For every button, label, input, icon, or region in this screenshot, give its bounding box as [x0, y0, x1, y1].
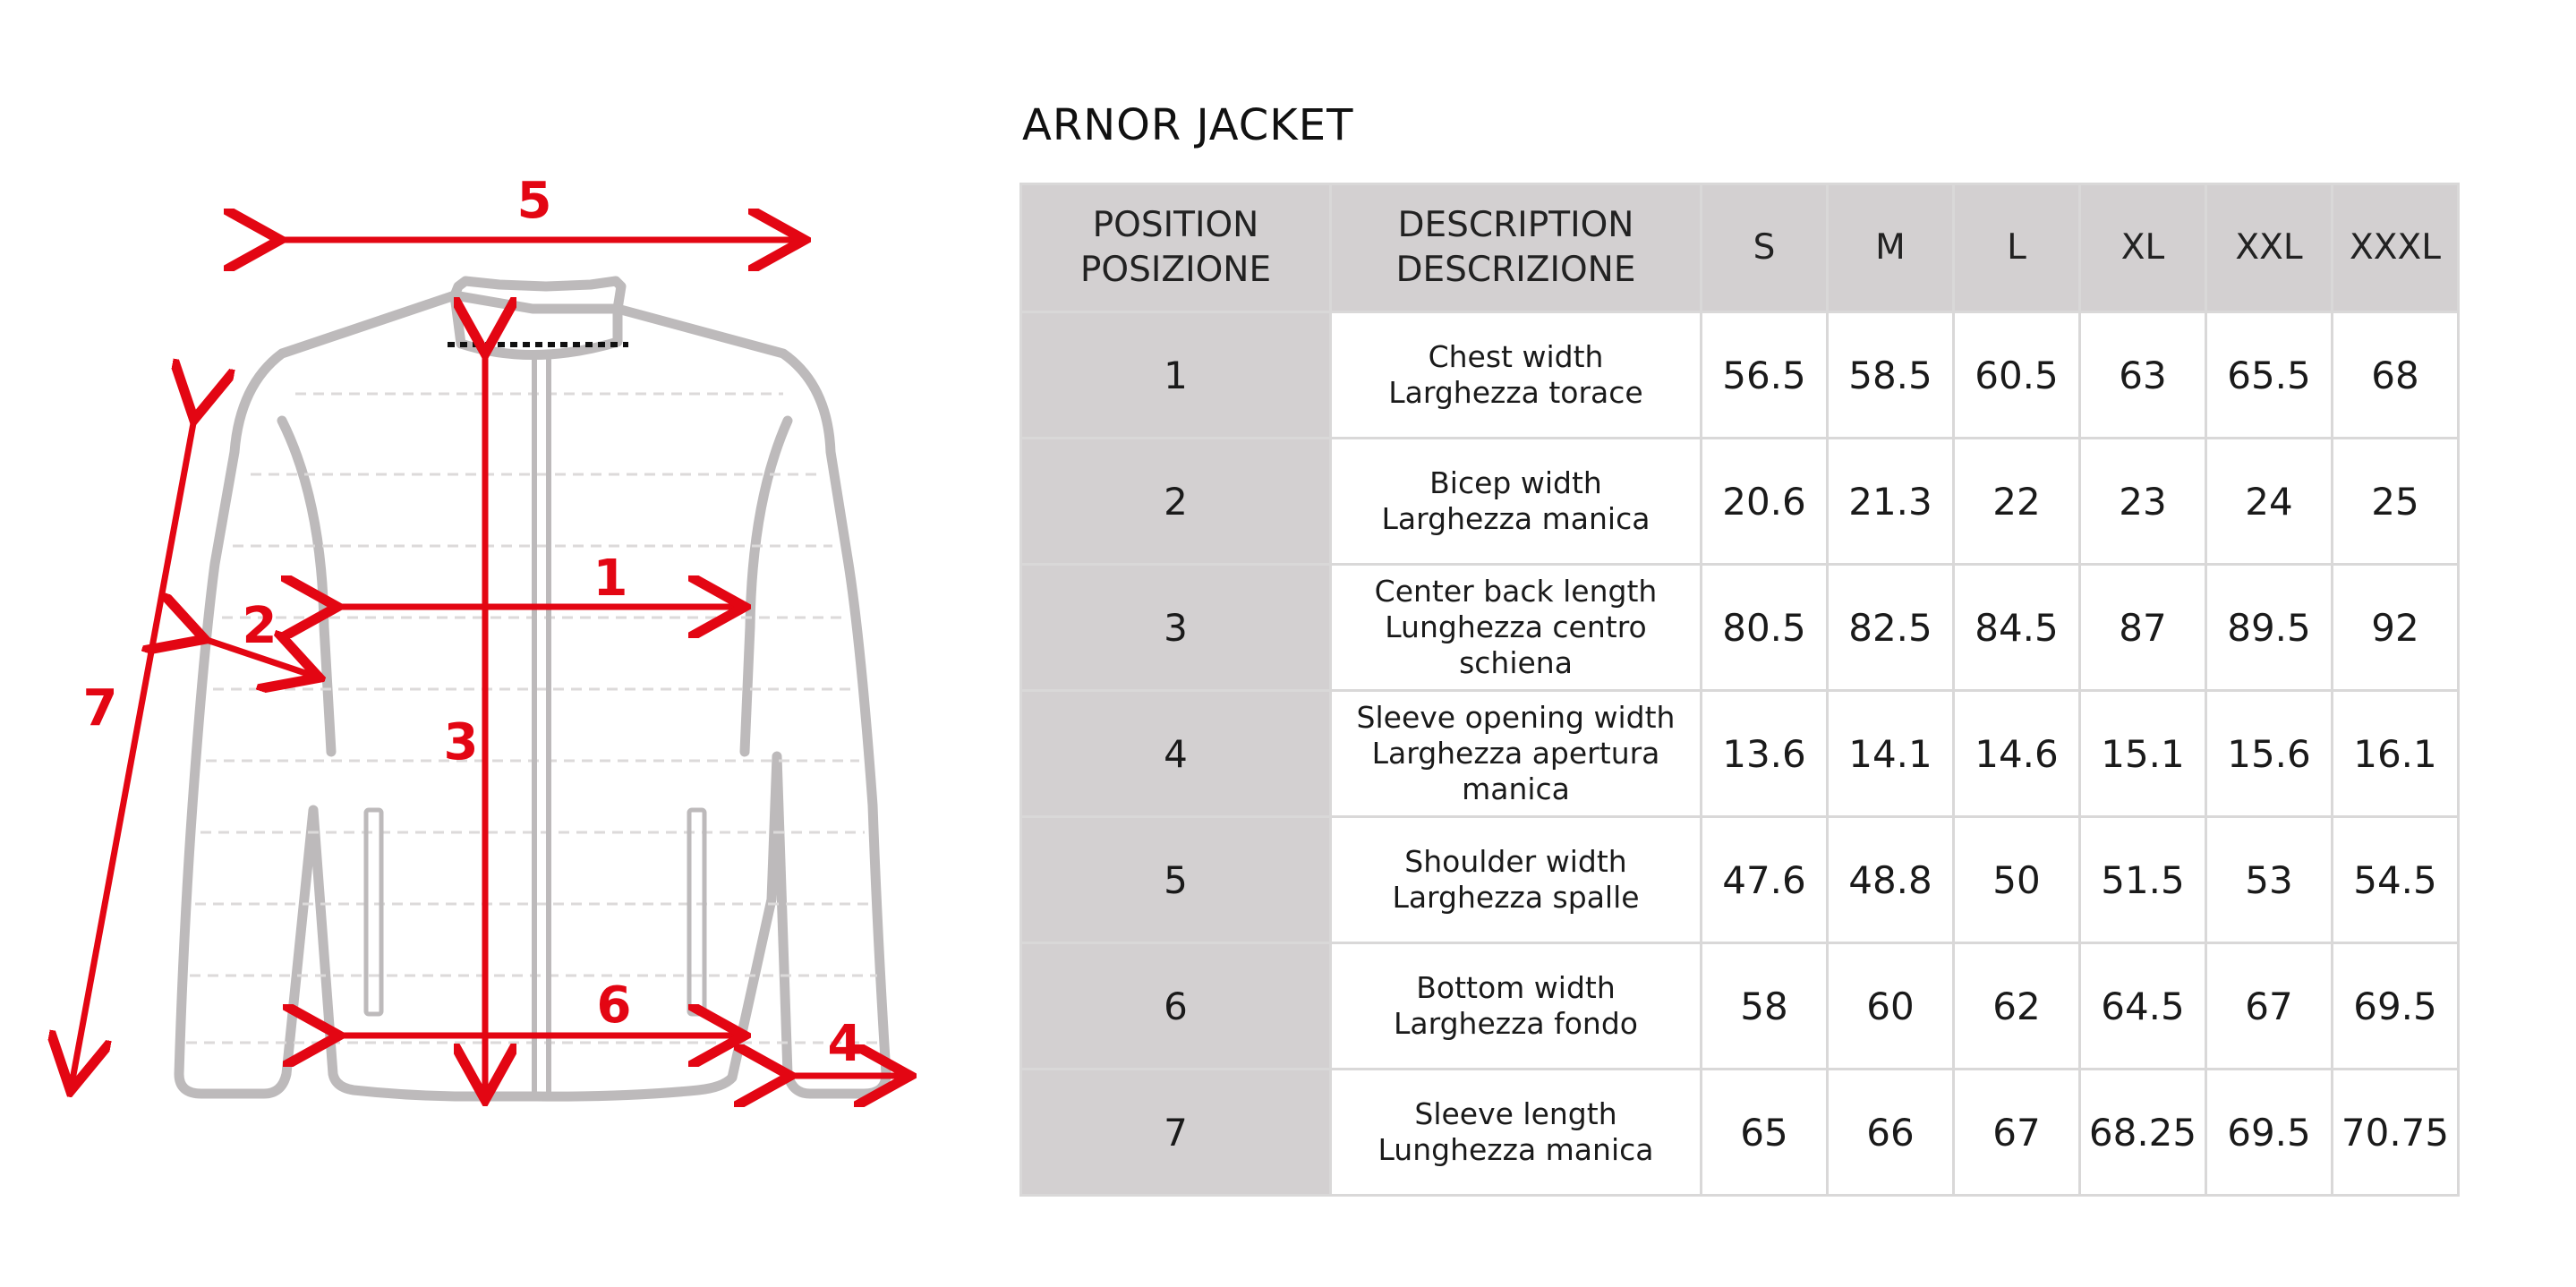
position-cell: 1	[1021, 312, 1331, 439]
label-1: 1	[593, 550, 628, 608]
size-value-cell: 56.5	[1702, 312, 1828, 439]
size-value-cell: 15.6	[2206, 691, 2333, 817]
table-row	[1021, 817, 2459, 943]
description-cell	[1331, 565, 1702, 691]
size-value-cell: 14.6	[1954, 691, 2080, 817]
header-size-s: S	[1702, 184, 1828, 312]
description-line: Larghezza fondo	[1394, 1006, 1638, 1041]
description-line: Sleeve opening width	[1356, 700, 1676, 735]
position-cell: 4	[1021, 691, 1331, 817]
size-value-cell: 25	[2333, 439, 2459, 565]
header-size-xxxl: XXXL	[2333, 184, 2459, 312]
header-size-xl: XL	[2080, 184, 2206, 312]
description-line: Bottom width	[1416, 970, 1616, 1005]
description-cell	[1331, 943, 1702, 1070]
size-value-cell: 47.6	[1702, 817, 1828, 943]
size-value-cell: 92	[2333, 565, 2459, 691]
arrow-7-sleeve-length	[72, 413, 195, 1085]
left-pocket	[366, 810, 381, 1014]
description-line: Center back length	[1374, 574, 1658, 609]
size-value-cell: 65	[1702, 1070, 1828, 1196]
size-value-cell: 69.5	[2333, 943, 2459, 1070]
size-value-cell: 82.5	[1828, 565, 1954, 691]
size-value-cell: 70.75	[2333, 1070, 2459, 1196]
size-value-cell: 66	[1828, 1070, 1954, 1196]
description-line: Larghezza torace	[1388, 375, 1643, 410]
label-6: 6	[596, 976, 632, 1035]
position-cell: 6	[1021, 943, 1331, 1070]
description-line: Lunghezza centro	[1385, 609, 1647, 644]
size-value-cell: 87	[2080, 565, 2206, 691]
size-value-cell: 24	[2206, 439, 2333, 565]
label-4: 4	[827, 1015, 863, 1073]
label-2: 2	[242, 597, 277, 655]
table-row	[1021, 312, 2459, 439]
size-value-cell: 51.5	[2080, 817, 2206, 943]
size-value-cell: 69.5	[2206, 1070, 2333, 1196]
position-cell: 2	[1021, 439, 1331, 565]
header-size-xxl: XXL	[2206, 184, 2333, 312]
zipper	[534, 354, 549, 1094]
description-line: Lunghezza manica	[1378, 1132, 1654, 1167]
header-size-l: L	[1954, 184, 2080, 312]
description-line: Larghezza apertura	[1371, 736, 1660, 771]
size-value-cell: 54.5	[2333, 817, 2459, 943]
size-value-cell: 67	[2206, 943, 2333, 1070]
size-value-cell: 23	[2080, 439, 2206, 565]
label-3: 3	[443, 713, 479, 771]
position-cell: 7	[1021, 1070, 1331, 1196]
size-value-cell: 48.8	[1828, 817, 1954, 943]
table-row	[1021, 439, 2459, 565]
description-cell	[1331, 439, 1702, 565]
size-value-cell: 15.1	[2080, 691, 2206, 817]
size-value-cell: 13.6	[1702, 691, 1828, 817]
size-value-cell: 67	[1954, 1070, 2080, 1196]
description-line: Sleeve length	[1414, 1096, 1617, 1131]
description-cell	[1331, 312, 1702, 439]
size-value-cell: 20.6	[1702, 439, 1828, 565]
description-line: Larghezza manica	[1381, 501, 1651, 536]
header-size-m: M	[1828, 184, 1954, 312]
header-description: DESCRIPTION DESCRIZIONE	[1331, 184, 1702, 312]
table-row	[1021, 943, 2459, 1070]
size-value-cell: 68.25	[2080, 1070, 2206, 1196]
description-line: schiena	[1459, 645, 1573, 680]
description-line: Larghezza spalle	[1392, 880, 1640, 915]
table-row	[1021, 1070, 2459, 1196]
size-value-cell: 50	[1954, 817, 2080, 943]
size-chart-table	[1019, 183, 2460, 1197]
table-row	[1021, 691, 2459, 817]
label-7: 7	[82, 679, 118, 737]
description-line: manica	[1462, 771, 1570, 806]
position-cell: 5	[1021, 817, 1331, 943]
table-header-row	[1021, 184, 2459, 312]
description-cell	[1331, 1070, 1702, 1196]
position-cell: 3	[1021, 565, 1331, 691]
size-value-cell: 64.5	[2080, 943, 2206, 1070]
table-row	[1021, 565, 2459, 691]
size-value-cell: 16.1	[2333, 691, 2459, 817]
description-cell	[1331, 691, 1702, 817]
size-value-cell: 14.1	[1828, 691, 1954, 817]
header-position: POSITION POSIZIONE	[1021, 184, 1331, 312]
size-value-cell: 60.5	[1954, 312, 2080, 439]
size-value-cell: 58.5	[1828, 312, 1954, 439]
size-value-cell: 68	[2333, 312, 2459, 439]
description-cell	[1331, 817, 1702, 943]
jacket-measurement-diagram	[0, 0, 985, 1287]
size-value-cell: 62	[1954, 943, 2080, 1070]
size-value-cell: 58	[1702, 943, 1828, 1070]
size-value-cell: 84.5	[1954, 565, 2080, 691]
size-value-cell: 21.3	[1828, 439, 1954, 565]
size-value-cell: 22	[1954, 439, 2080, 565]
description-line: Shoulder width	[1404, 844, 1627, 879]
description-line: Bicep width	[1429, 465, 1602, 500]
size-value-cell: 63	[2080, 312, 2206, 439]
label-5: 5	[516, 172, 552, 230]
size-value-cell: 65.5	[2206, 312, 2333, 439]
right-pocket	[689, 810, 704, 1014]
size-value-cell: 53	[2206, 817, 2333, 943]
size-value-cell: 89.5	[2206, 565, 2333, 691]
size-value-cell: 60	[1828, 943, 1954, 1070]
description-line: Chest width	[1428, 339, 1604, 374]
size-value-cell: 80.5	[1702, 565, 1828, 691]
product-title: ARNOR JACKET	[1022, 100, 1354, 150]
